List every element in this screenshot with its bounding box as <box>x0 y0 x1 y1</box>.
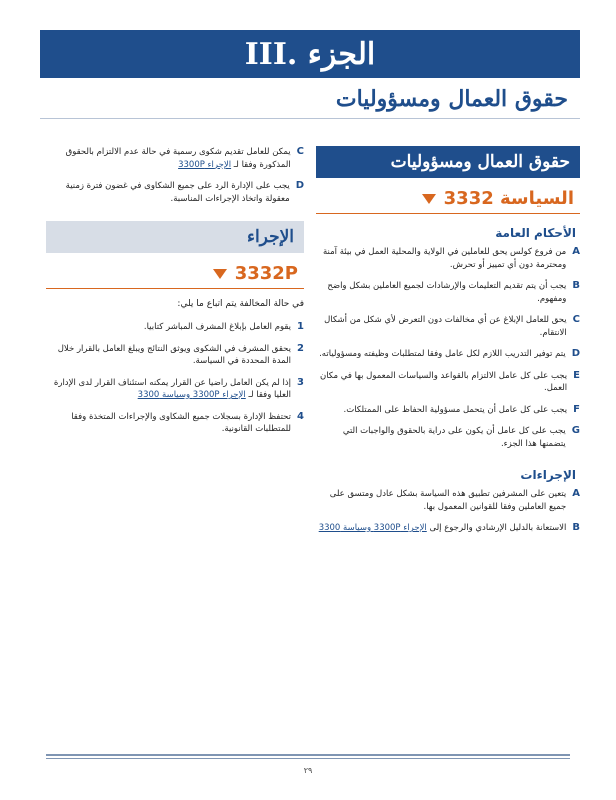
list-item <box>46 343 304 368</box>
list-item <box>46 146 304 171</box>
triangle-down-icon <box>213 269 227 279</box>
list-item <box>316 404 580 417</box>
list-item <box>316 370 580 395</box>
item-text: ﻳﻤﻜﻦ ﻟﻠﻌﺎﻣﻞ ﺗﻘﺪﻳﻢ ﺷﻜﻮﻯ ﺭﺳﻤﻴﺔ ﻓﻲ ﺣﺎﻟﺔ ﻋﺪﻡ ﺍﻻﻟﺘﺰﺍﻡ ﺑﺎﻟﺤﻘﻮﻕ ﺍﻟﻤﺬﻛﻮﺭﺓ ﻭﻓﻘﺎ ﻟـ <box>65 147 291 170</box>
policy-box-title: ﺣﻘﻮﻕ ﺍﻟﻌﻤﺎﻝ ﻭﻣﺴﺆﻭﻟﻴﺎﺕ <box>316 146 580 178</box>
item-label: F <box>573 403 580 415</box>
item-text: ﻳﺠﺐ ﻋﻠﻰ ﺍﻹﺩﺍﺭﺓ ﺍﻟﺮﺩ ﻋﻠﻰ ﺟﻤﻴﻊ ﺍﻟﺸﻜﺎﻭﻯ ﻓﻲ ﻏﻀﻮﻥ ﻓﺘﺮﺓ ﺯﻣﻨﻴﺔ ﻣﻌﻘﻮﻟﺔ ﻭﺍﺗﺨﺎﺫ ﺍﻹﺟﺮﺍﺀﺍﺕ ﺍﻟﻤﻨﺎﺳﺒﺔ. <box>65 181 290 204</box>
item-text: ﺇﺫﺍ ﻟﻢ ﻳﻜﻦ ﺍﻟﻌﺎﻣﻞ ﺭﺍﺿﻴﺎ ﻋﻦ ﺍﻟﻘﺮﺍﺭ ﻳﻤﻜﻨﻪ ﺍﺳﺘﺌﻨﺎﻑ ﺍﻟﻘﺮﺍﺭ ﻟﺪﻯ ﺍﻹﺩﺍﺭﺓ ﺍﻟﻌﻠﻴﺎ ﻭﻓﻘﺎ ﻟـ <box>53 377 292 400</box>
list-item <box>46 411 304 436</box>
procedure-column <box>46 146 304 445</box>
item-text: ﻳﺤﻖ ﻟﻠﻌﺎﻣﻞ ﺍﻹﺑﻼﻍ ﻋﻦ ﺃﻱ ﻣﺨﺎﻟﻔﺎﺕ ﺩﻭﻥ ﺍﻟﺘﻌﺮﺽ ﻷﻱ ﺷﻜﻞ ﻣﻦ ﺃﺷﻜﺎﻝ ﺍﻻﻧﺘﻘﺎﻡ. <box>324 315 567 338</box>
procedure-link[interactable]: ﺍﻹﺟﺮﺍﺀ 3300P ﻭﺳﻴﺎﺳﺔ 3300 <box>318 523 427 533</box>
item-text: ﻳﺠﺐ ﻋﻠﻰ ﻛﻞ ﻋﺎﻣﻞ ﺍﻻﻟﺘﺰﺍﻡ ﺑﺎﻟﻘﻮﺍﻋﺪ ﻭﺍﻟﺴﻴﺎﺳﺎﺕ ﺍﻟﻤﻌﻤﻮﻝ ﺑﻬﺎ ﻓﻲ ﻣﻜﺎﻥ ﺍﻟﻌﻤﻞ. <box>319 370 568 393</box>
part-banner: III. ﺍﻟﺠﺰﺀ <box>40 30 580 78</box>
footer-divider <box>46 754 570 756</box>
item-text: ﻳﺠﺐ ﻋﻠﻰ ﻛﻞ ﻋﺎﻣﻞ ﺃﻥ ﻳﺘﺤﻤﻞ ﻣﺴﺆﻭﻟﻴﺔ ﺍﻟﺤﻔﺎﻅ ﻋﻠﻰ ﺍﻟﻤﻤﺘﻠﻜﺎﺕ. <box>343 404 568 415</box>
list-item <box>46 321 304 334</box>
title-divider <box>40 118 580 119</box>
item-label: B <box>572 280 580 291</box>
procedure-number-heading <box>46 259 304 289</box>
footer-divider <box>46 758 570 759</box>
item-label: A <box>572 246 580 257</box>
page-title: ﺣﻘﻮﻕ ﺍﻟﻌﻤﺎﻝ ﻭﻣﺴﺆﻭﻟﻴﺎﺕ <box>335 86 568 112</box>
section-heading-procedures: ﺍﻹﺟﺮﺍﺀﺍﺕ <box>520 468 576 482</box>
item-text: ﻳﻘﻮﻡ ﺍﻟﻌﺎﻣﻞ ﺑﺈﺑﻼﻍ ﺍﻟﻤﺸﺮﻑ ﺍﻟﻤﺒﺎﺷﺮ ﻛﺘﺎﺑﻴﺎ. <box>143 322 292 332</box>
policy-number: ﺍﻟﺴﻴﺎﺳﺔ 3332 <box>443 188 574 209</box>
procedure-link[interactable]: ﺍﻹﺟﺮﺍﺀ 3300P <box>178 159 232 170</box>
list-item <box>46 180 304 205</box>
item-text: ﻳﺘﻢ ﺗﻮﻓﻴﺮ ﺍﻟﺘﺪﺭﻳﺐ ﺍﻟﻼﺯﻡ ﻟﻜﻞ ﻋﺎﻣﻞ ﻭﻓﻘﺎ ﻟﻤﺘﻄﻠﺒﺎﺕ ﻭﻇﻴﻔﺘﻪ ﻭﻣﺴﺆﻭﻟﻴﺎﺗﻪ. <box>319 349 566 359</box>
item-label: A <box>572 488 580 499</box>
item-label: 3 <box>297 376 304 388</box>
page-number: ٢٩ <box>303 766 313 775</box>
list-item <box>316 425 580 450</box>
procedure-link[interactable]: ﺍﻹﺟﺮﺍﺀ 3300P ﻭﺳﻴﺎﺳﺔ 3300 <box>137 390 246 400</box>
policy-number-heading <box>316 184 580 214</box>
policy-column <box>316 146 580 544</box>
item-text: ﻳﺠﺐ ﺃﻥ ﻳﺘﻢ ﺗﻘﺪﻳﻢ ﺍﻟﺘﻌﻠﻴﻤﺎﺕ ﻭﺍﻹﺭﺷﺎﺩﺍﺕ ﻟﺠﻤﻴﻊ ﺍﻟﻌﺎﻣﻠﻴﻦ ﺑﺸﻜﻞ ﻭﺍﺿﺢ ﻭﻣﻔﻬﻮﻡ. <box>327 281 567 304</box>
list-item <box>316 522 580 535</box>
procedure-intro: ﻓﻲ ﺣﺎﻟﺔ ﺍﻟﻤﺨﺎﻟﻔﺔ ﻳﺘﻢ ﺍﺗﺒﺎﻉ ﻣﺎ ﻳﻠﻲ: <box>177 299 304 309</box>
procedure-box-title: ﺍﻹﺟﺮﺍﺀ <box>46 221 304 253</box>
item-text: ﻳﺘﻌﻴﻦ ﻋﻠﻰ ﺍﻟﻤﺸﺮﻓﻴﻦ ﺗﻄﺒﻴﻖ ﻫﺬﻩ ﺍﻟﺴﻴﺎﺳﺔ ﺑﺸﻜﻞ ﻋﺎﺩﻝ ﻭﻣﺘﺴﻖ ﻋﻠﻰ ﺟﻤﻴﻊ ﺍﻟﻌﺎﻣﻠﻴﻦ ﻭﻓﻘﺎ ﻟﻠﻘﻮﺍﻧﻴﻦ ﺍﻟﻤﻌﻤﻮﻝ ﺑﻬﺎ. <box>329 489 567 512</box>
procedure-number: 3332P <box>234 263 298 284</box>
item-label: B <box>572 522 580 533</box>
list-item <box>46 377 304 402</box>
item-text: ﺍﻻﺳﺘﻌﺎﻧﺔ ﺑﺎﻟﺪﻟﻴﻞ ﺍﻹﺭﺷﺎﺩﻱ ﻭﺍﻟﺮﺟﻮﻉ ﺇﻟﻰ <box>429 523 567 533</box>
item-label: 2 <box>297 342 304 354</box>
list-item <box>316 348 580 361</box>
list-item <box>316 314 580 339</box>
item-label: E <box>573 369 580 381</box>
item-text: ﺗﺤﺘﻔﻆ ﺍﻹﺩﺍﺭﺓ ﺑﺴﺠﻼﺕ ﺟﻤﻴﻊ ﺍﻟﺸﻜﺎﻭﻯ ﻭﺍﻹﺟﺮﺍﺀﺍﺕ ﺍﻟﻤﺘﺨﺬﺓ ﻭﻓﻘﺎ ﻟﻠﻤﺘﻄﻠﺒﺎﺕ ﺍﻟﻘﺎﻧﻮﻧﻴﺔ. <box>71 411 292 434</box>
item-label: C <box>296 146 304 157</box>
item-label: D <box>295 180 304 191</box>
triangle-down-icon <box>422 194 436 204</box>
item-text: ﻳﺤﻘﻖ ﺍﻟﻤﺸﺮﻑ ﻓﻲ ﺍﻟﺸﻜﻮﻯ ﻭﻳﻮﺛﻖ ﺍﻟﻨﺘﺎﺋﺞ ﻭﻳﺒﻠﻎ ﺍﻟﻌﺎﻣﻞ ﺑﺎﻟﻘﺮﺍﺭ ﺧﻼﻝ ﺍﻟﻤﺪﺓ ﺍﻟﻤﺤﺪﺩﺓ ﻓﻲ ﺍﻟﺴﻴﺎﺳﺔ. <box>57 343 292 366</box>
item-text: ﻳﺠﺐ ﻋﻠﻰ ﻛﻞ ﻋﺎﻣﻞ ﺃﻥ ﻳﻜﻮﻥ ﻋﻠﻰ ﺩﺭﺍﻳﺔ ﺑﺎﻟﺤﻘﻮﻕ ﻭﺍﻟﻮﺍﺟﺒﺎﺕ ﺍﻟﺘﻲ ﻳﺘﻀﻤﻨﻬﺎ ﻫﺬﺍ ﺍﻟﺠﺰﺀ. <box>342 426 566 449</box>
section-heading-general: ﺍﻷﺣﻜﺎﻡ ﺍﻟﻌﺎﻣﺔ <box>495 226 576 240</box>
item-text: ﻣﻦ ﻓﺮﻭﻉ ﻛﻮﻟﺲ ﻳﺤﻖ ﻟﻠﻌﺎﻣﻠﻴﻦ ﻓﻲ ﺍﻟﻮﻻﻳﺔ ﻭﺍﻟﻤﺤﻠﻴﺔ ﺍﻟﻌﻤﻞ ﻓﻲ ﺑﻴﺌﺔ ﺁﻣﻨﺔ ﻭﻣﺤﺘﺮﻣﺔ ﺩﻭﻥ ﺃﻱ ﺗﻤﻴﻴﺰ ﺃﻭ ﺗﺤﺮﺵ. <box>322 247 567 270</box>
list-item <box>316 488 580 513</box>
item-label: D <box>571 348 580 359</box>
list-item <box>316 246 580 271</box>
list-item <box>316 280 580 305</box>
item-label: 4 <box>297 410 304 422</box>
item-label: C <box>572 314 580 325</box>
item-label: 1 <box>297 321 304 332</box>
item-label: G <box>571 425 580 436</box>
